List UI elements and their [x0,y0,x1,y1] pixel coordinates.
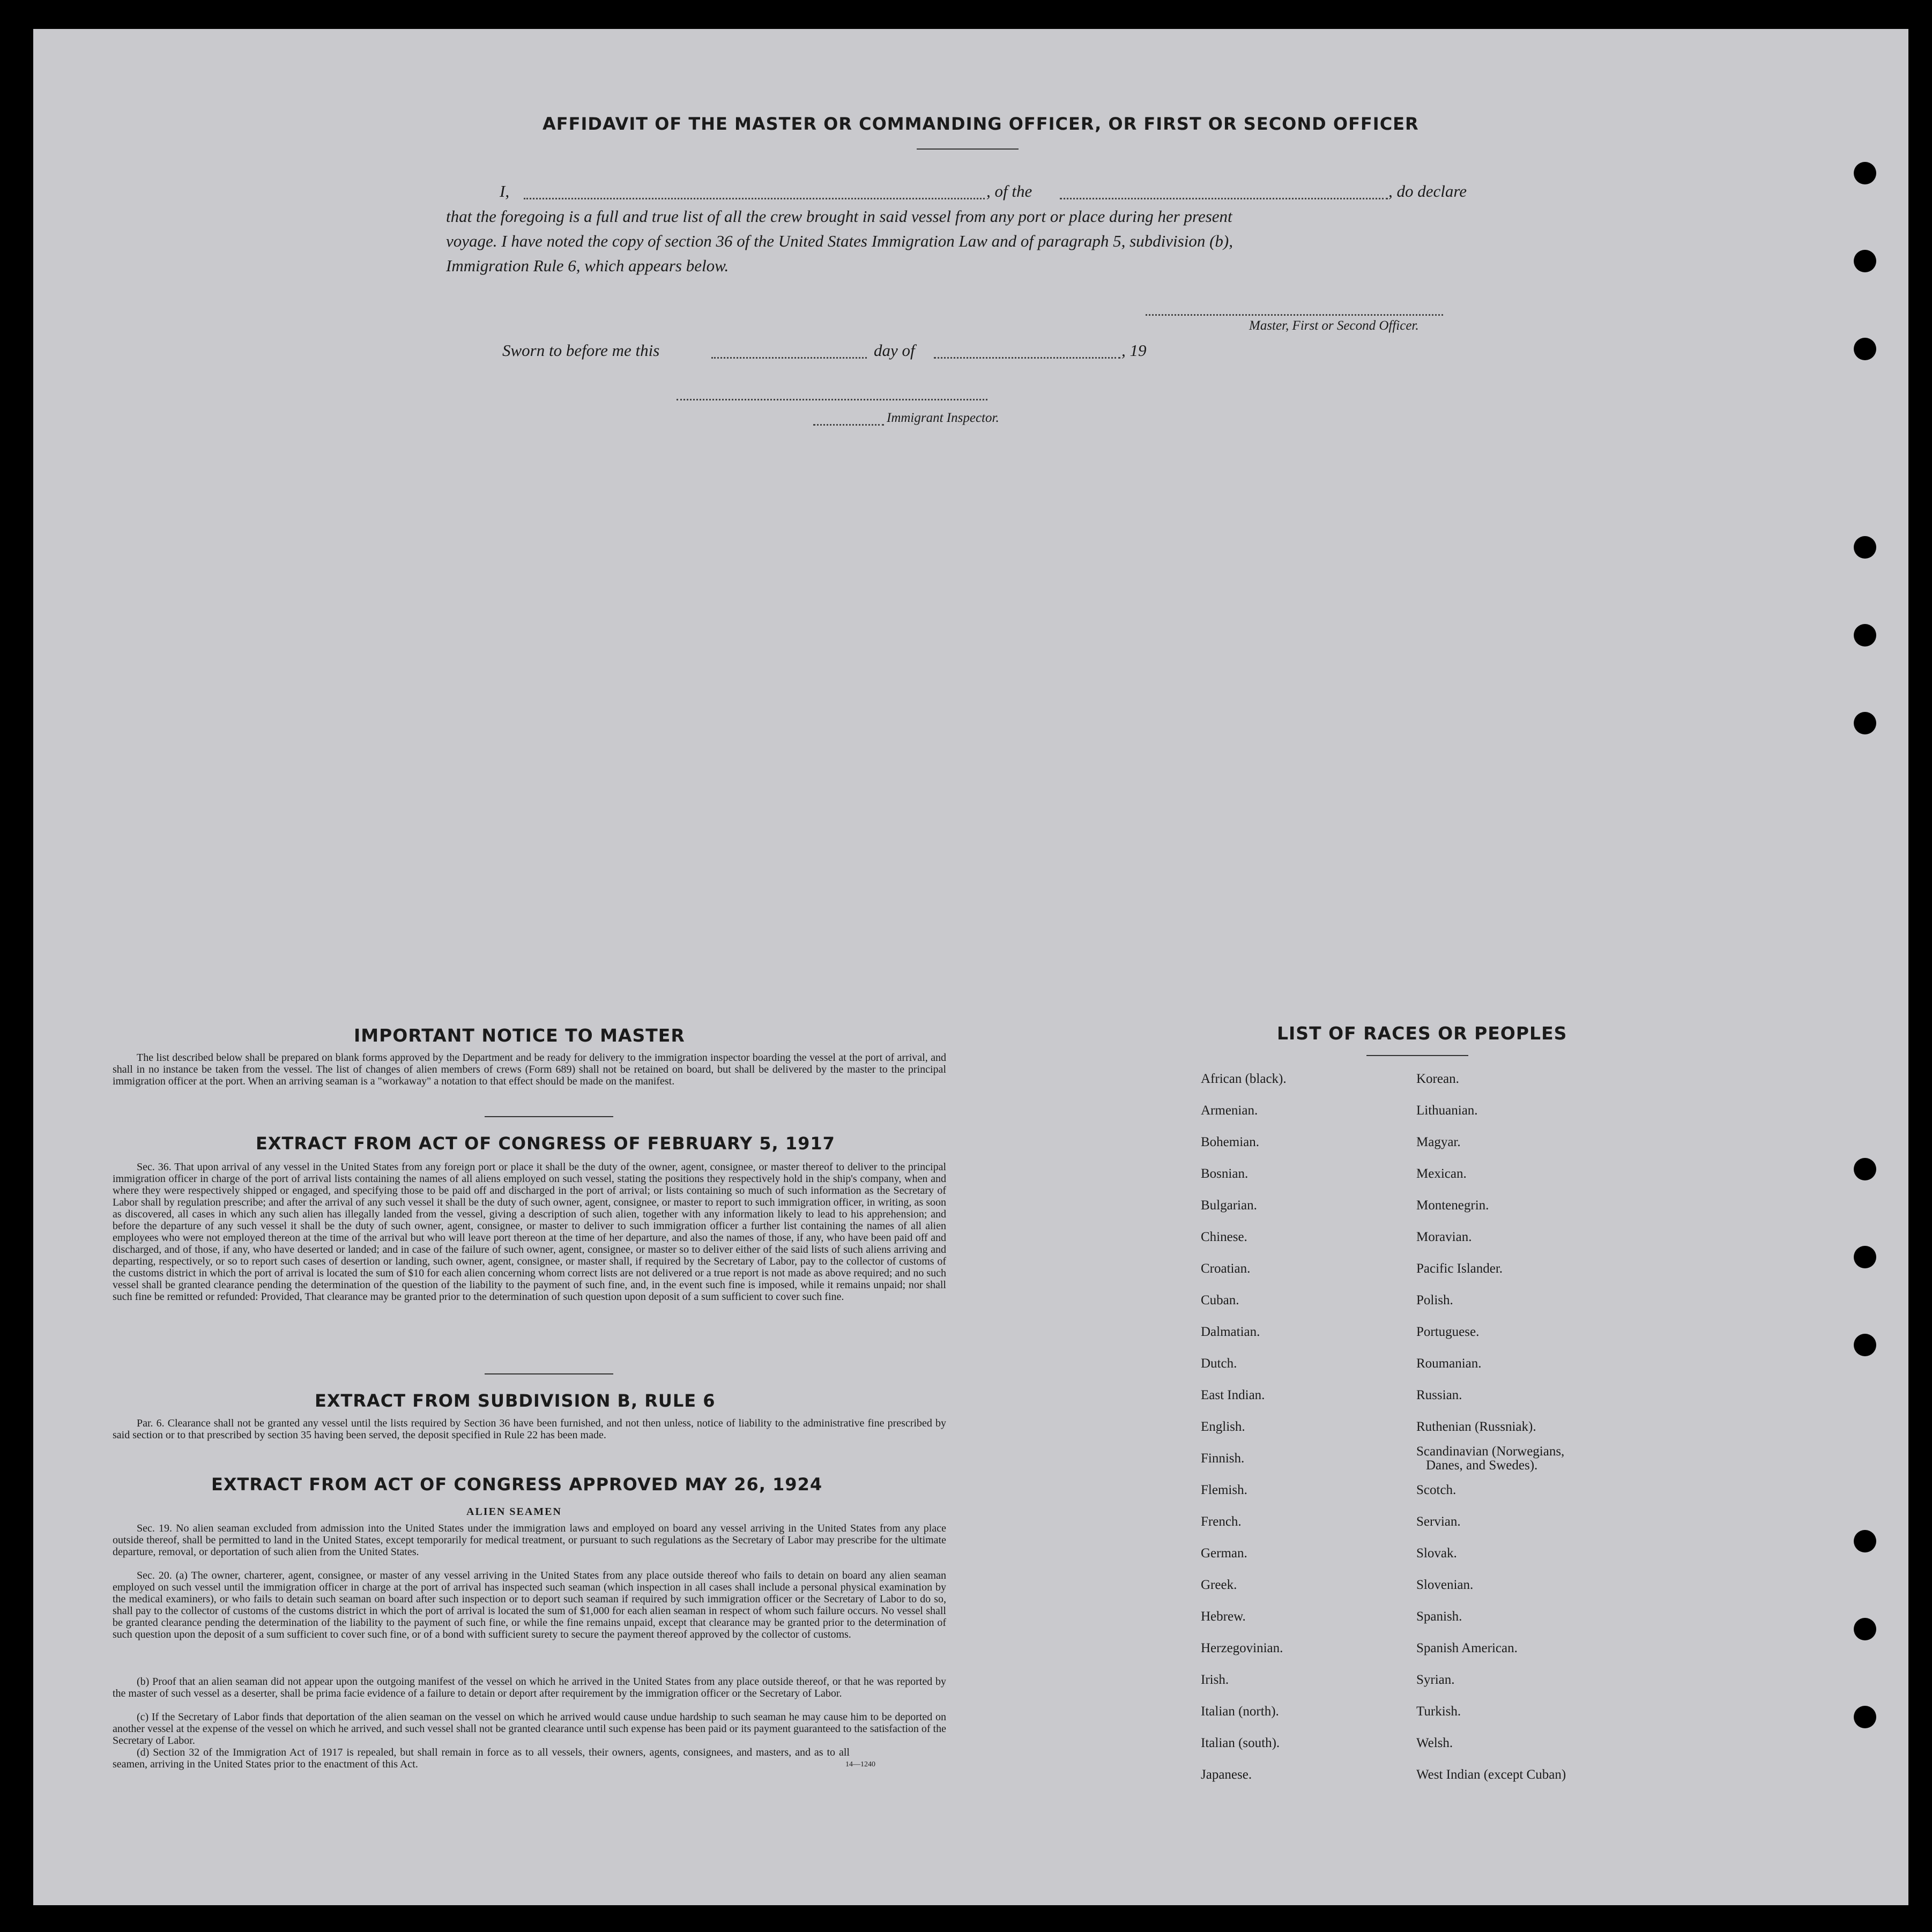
race-right: Servian. [1416,1514,1461,1529]
name-blank [524,198,985,199]
affidavit-line3: voyage. I have noted the copy of section 36 of the United States Immigration Law and of paragraph 5, subdivision (b), [446,232,1233,250]
race-left: Greek. [1201,1578,1237,1592]
punch-hole [1854,162,1876,184]
sec20c-text: (c) If the Secretary of Labor finds that deportation of the alien seaman on the vessel on which he arrived would cause undue hardship to such seaman he may cause him to be deported on another vessel at the expense of the vessel on which he arrived, and such vessel shall not be granted clearance until such expense has been paid or its payment guaranteed to the satisfaction of the Secretary of Labor. [113,1711,946,1747]
affidavit-line1-of: , of the [986,182,1032,200]
race-left: Bulgarian. [1201,1198,1257,1213]
race-left: Italian (north). [1201,1704,1279,1719]
sec20b-text: (b) Proof that an alien seaman did not appear upon the outgoing manifest of the vessel on which he arrived in the United States from any place outside thereof, or that he was reported by the master of such vessel as a deserter, shall be prima facie evidence of a failure to detain or deport after requirement by the immigration officer or the Secretary of Labor. [113,1676,946,1699]
race-left: Dutch. [1201,1356,1237,1371]
punch-hole [1854,1618,1876,1640]
race-right: Ruthenian (Russniak). [1416,1420,1536,1434]
affidavit-line1-declare: , do declare [1388,182,1467,200]
race-left: Croatian. [1201,1261,1251,1276]
rule6-text: Par. 6. Clearance shall not be granted any vessel until the lists required by Section 36 have been furnished, and not then unless, notice of liability to the administrative fine prescribed by said section or to that prescribed by section 35 having been served, the deposit specified in Rule 22 has been made. [113,1417,946,1441]
race-right: Magyar. [1416,1135,1461,1149]
inspector-label: Immigrant Inspector. [887,411,999,425]
race-right: Scotch. [1416,1483,1457,1497]
punch-hole [1854,712,1876,734]
race-left: Japanese. [1201,1767,1252,1782]
day-of-text: day of [874,341,915,360]
race-left: East Indian. [1201,1388,1265,1402]
affidavit-title: AFFIDAVIT OF THE MASTER OR COMMANDING OFFICER, OR FIRST OR SECOND OFFICER [543,114,1419,134]
race-left: Flemish. [1201,1483,1247,1497]
race-left: Bosnian. [1201,1166,1249,1181]
race-right: Moravian. [1416,1230,1472,1244]
race-left: African (black). [1201,1072,1287,1086]
race-left: German. [1201,1546,1247,1561]
rule6-title: EXTRACT FROM SUBDIVISION B, RULE 6 [315,1391,716,1411]
race-left: Finnish. [1201,1451,1245,1466]
race-right: Scandinavian (Norwegians, [1416,1444,1565,1459]
sec20a-text: Sec. 20. (a) The owner, charterer, agent, consignee, or master of any vessel arriving in the United States from any place outside thereof who fails to detain on board any alien seaman employed on such vessel until the immigration officer in charge at the port of arrival has inspected such seaman (which inspection in all cases shall include a personal physical examination by the medical examiners), or who fails to detain such seaman on board after such inspection or to deport such seaman if required by such immigration officer or the Secretary of Labor to do so, shall pay to the collector of customs of the customs district in which the port of arrival is located the sum of $1,000 for each alien seaman in respect of whom such failure occurs. No vessel shall be granted clearance pending the determination of the liability to the payment of such fine, or while the fine remains unpaid, except that clearance may be granted prior to the determination of such question upon the deposit of a sum sufficient to cover such fine, or of a bond with sufficient surety to secure the payment thereof approved by the collector of customs. [113,1570,946,1640]
affidavit-line4: Immigration Rule 6, which appears below. [446,256,729,275]
notice-text: The list described below shall be prepared on blank forms approved by the Department and be ready for delivery to the immigration inspector boarding the vessel at the port of arrival, and shall in no instance be taken from the vessel. The list of changes of alien members of crews (Form 689) shall not be retained on board, but shall be delivered by the master to the principal immigration officer at the port. When an arriving seaman is a "workaway" a notation to that effect should be made on the manifest. [113,1052,946,1087]
race-left: Bohemian. [1201,1135,1260,1149]
race-left: Italian (south). [1201,1736,1280,1750]
race-right: Korean. [1416,1072,1459,1086]
race-left: Dalmatian. [1201,1325,1260,1339]
race-right: Portuguese. [1416,1325,1480,1339]
race-right: Montenegrin. [1416,1198,1489,1213]
race-left: English. [1201,1420,1245,1434]
punch-hole [1854,250,1876,272]
race-right: West Indian (except Cuban) [1416,1767,1566,1782]
punch-hole [1854,1334,1876,1356]
race-right: Turkish. [1416,1704,1461,1719]
races-title: LIST OF RACES OR PEOPLES [1277,1023,1567,1044]
race-right: Slovenian. [1416,1578,1474,1592]
master-signature-line [1146,314,1443,316]
document-page [33,29,1908,1905]
race-right: Spanish American. [1416,1641,1518,1655]
year-text: , 19 [1121,341,1147,360]
race-right: Polish. [1416,1293,1453,1307]
alien-seamen-subtitle: ALIEN SEAMEN [466,1506,562,1518]
affidavit-line2: that the foregoing is a full and true list of all the crew brought in said vessel from any port or place during her present [446,207,1232,226]
races-title-rule [1366,1055,1468,1056]
race-left: Armenian. [1201,1103,1258,1118]
punch-hole [1854,338,1876,360]
race-left: Chinese. [1201,1230,1247,1244]
affidavit-line1-i: I, [500,182,510,200]
race-right-continuation: Danes, and Swedes). [1426,1458,1538,1473]
punch-hole [1854,624,1876,647]
race-left: Hebrew. [1201,1609,1246,1624]
notice-title: IMPORTANT NOTICE TO MASTER [354,1025,685,1046]
race-right: Mexican. [1416,1166,1467,1181]
form-number: 14—1240 [845,1760,875,1768]
race-right: Lithuanian. [1416,1103,1478,1118]
race-right: Russian. [1416,1388,1462,1402]
sec19-text: Sec. 19. No alien seaman excluded from admission into the United States under the immigration laws and employed on board any vessel arriving in the United States from any place outside thereof, shall be permitted to land in the United States, except temporarily for medical treatment, or pursuant to such regulations as the Secretary of Labor may prescribe for the ultimate departure, removal, or deportation of such alien from the United States. [113,1522,946,1558]
divider-2 [485,1373,613,1374]
race-left: Cuban. [1201,1293,1239,1307]
race-left: French. [1201,1514,1242,1529]
race-right: Roumanian. [1416,1356,1482,1371]
race-right: Syrian. [1416,1673,1455,1687]
punch-hole [1854,536,1876,559]
extract-1917-text: Sec. 36. That upon arrival of any vessel in the United States from any foreign port or place it shall be the duty of the owner, agent, consignee, or master thereof to deliver to the principal immigration officer in charge of the port of arrival lists containing the names of all aliens employed on such vessel, stating the positions they respectively hold in the ship's company, when and where they were respectively shipped or engaged, and specifying those to be paid off and discharged in the port of arrival; or lists containing so much of such information as the Secretary of Labor shall by regulation prescribe; and after the arrival of any such vessel it shall be the duty of such owner, agent, consignee, or master to report to such immigration officer, in writing, as soon as discovered, all cases in which any such alien has illegally landed from the vessel, giving a description of such alien, together with any information likely to lead to his apprehension; and before the departure of any such vessel it shall be the duty of such owner, agent, consignee, or master to deliver to such immigration officer a further list containing the names of all alien employees who were not employed thereon at the time of the arrival but who will leave port thereon at the time of her departure, and also the names of those, if any, who have been paid off and discharged, and of those, if any, who have deserted or landed; and in case of the failure of such owner, agent, consignee, or master so to deliver either of the said lists of such aliens arriving and departing, respectively, or so to report such cases of desertion or landing, such owner, agent, consignee, or master shall, if required by the Secretary of Labor, pay to the collector of customs of the customs district in which the port of arrival is located the sum of $10 for each alien concerning whom correct lists are not delivered or a true report is not made as above required; and no such vessel shall be granted clearance pending the determination of the question of the liability to the payment of such fine, and, in the event such fine is imposed, while it remains unpaid; nor shall such fine be remitted or refunded: Provided, That clearance may be granted prior to the determination of such question upon deposit of a sum sufficient to cover such fine. [113,1161,946,1303]
day-blank [711,357,867,359]
race-right: Pacific Islander. [1416,1261,1503,1276]
inspector-signature-line [677,399,987,400]
sworn-text: Sworn to before me this [502,341,660,360]
title-rule [917,148,1019,150]
race-right: Spanish. [1416,1609,1462,1624]
punch-hole [1854,1246,1876,1268]
sec20d-text: (d) Section 32 of the Immigration Act of 1917 is repealed, but shall remain in force as to all vessels, their owners, agents, consignees, and masters, and as to all seamen, arriving in the United States prior to the enactment of this Act. [113,1747,850,1770]
extract-1924-title: EXTRACT FROM ACT OF CONGRESS APPROVED MAY 26, 1924 [211,1474,823,1495]
race-right: Slovak. [1416,1546,1457,1561]
race-right: Welsh. [1416,1736,1453,1750]
punch-hole [1854,1706,1876,1728]
race-left: Irish. [1201,1673,1229,1687]
divider-1 [485,1116,613,1117]
punch-hole [1854,1158,1876,1180]
month-blank [934,357,1120,359]
vessel-blank [1060,198,1388,199]
inspector-short-line [813,424,884,426]
punch-hole [1854,1530,1876,1552]
race-left: Herzegovinian. [1201,1641,1283,1655]
extract-1917-title: EXTRACT FROM ACT OF CONGRESS OF FEBRUARY 5, 1917 [256,1133,835,1154]
master-label: Master, First or Second Officer. [1249,318,1419,333]
